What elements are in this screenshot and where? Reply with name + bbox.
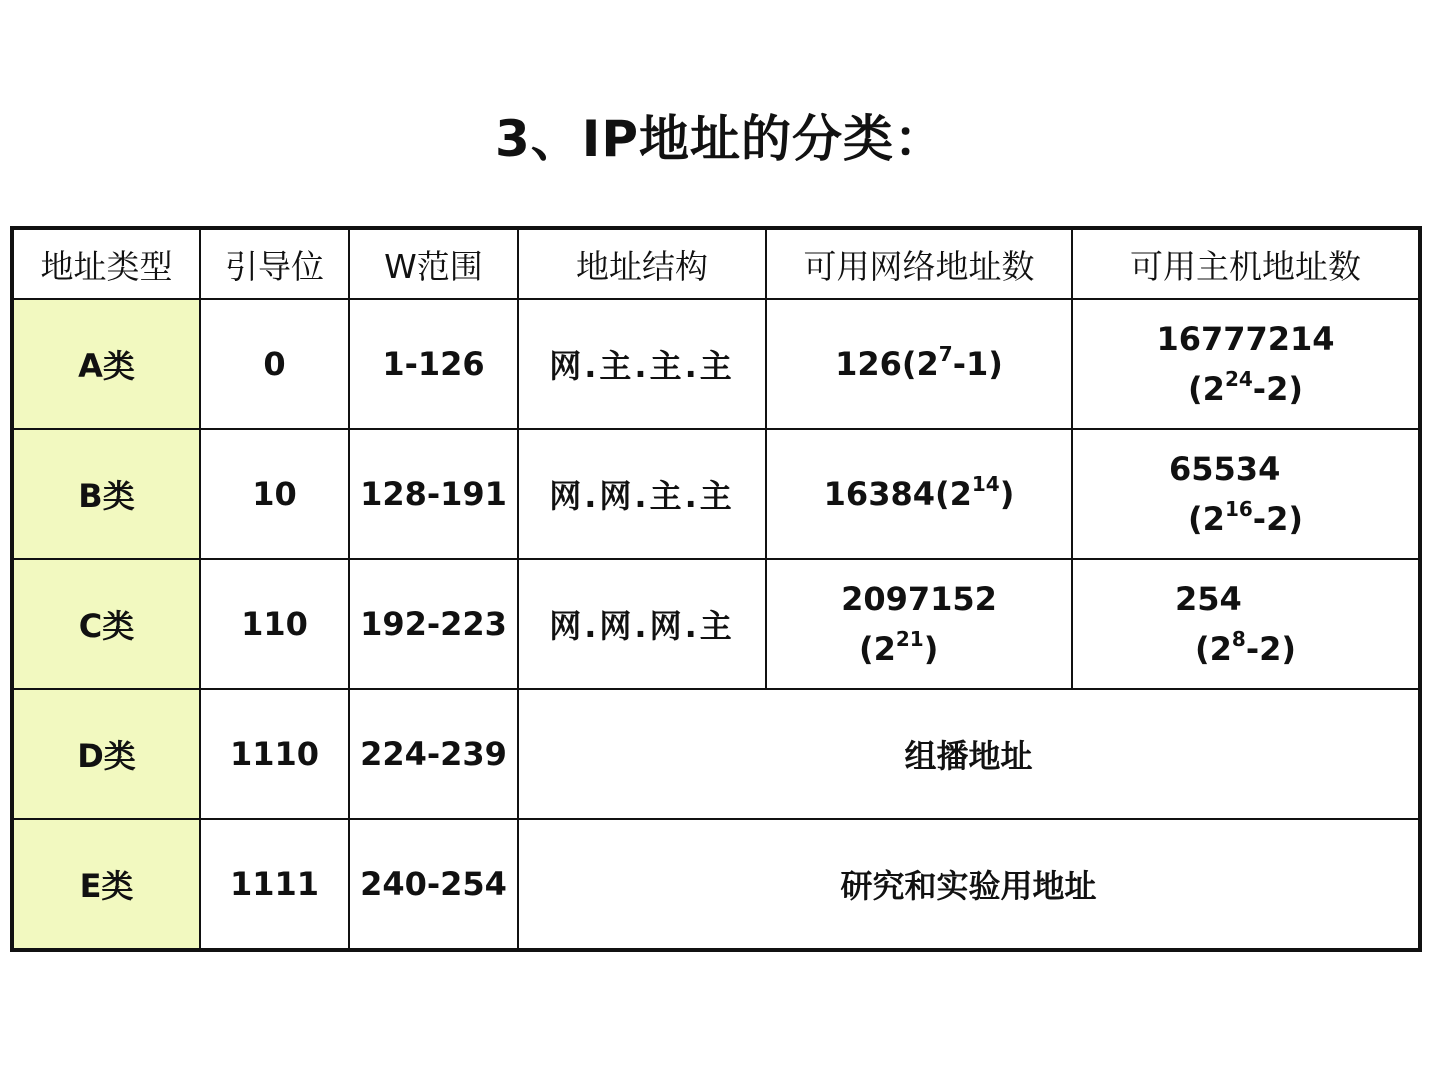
- host-count-formula: [1073, 494, 1418, 544]
- host-count-tail: -2): [1252, 500, 1303, 538]
- network-count-value: 2097152: [841, 580, 997, 618]
- address-structure: 网.主.主.主: [518, 299, 766, 429]
- leading-bits: 0: [200, 299, 349, 429]
- network-count-tail: -1): [952, 345, 1003, 383]
- network-count-value: 126: [835, 345, 902, 383]
- header-address-type: 地址类型: [12, 228, 200, 299]
- leading-bits: 1110: [200, 689, 349, 819]
- host-count: [1072, 559, 1420, 689]
- class-label: C类: [12, 559, 200, 689]
- w-range: 224-239: [349, 689, 518, 819]
- w-range: 240-254: [349, 819, 518, 950]
- network-count-base: (2: [859, 630, 896, 668]
- host-count-tail: -2): [1252, 370, 1303, 408]
- host-count-exponent: 8: [1231, 627, 1246, 652]
- address-usage: 组播地址: [518, 689, 1420, 819]
- host-count-value: 16777214: [1156, 320, 1335, 358]
- header-leading-bits: 引导位: [200, 228, 349, 299]
- class-label: A类: [12, 299, 200, 429]
- network-count: [766, 299, 1072, 429]
- ip-class-table: [10, 226, 1422, 952]
- w-range: 128-191: [349, 429, 518, 559]
- host-count: [1072, 429, 1420, 559]
- table-header-row: [12, 228, 1420, 299]
- header-w-range: W范围: [349, 228, 518, 299]
- host-count-exponent: 24: [1224, 367, 1253, 392]
- network-count-exponent: 14: [971, 472, 1000, 497]
- network-count-exponent: 7: [938, 342, 953, 367]
- network-count-base: (2: [901, 345, 939, 383]
- host-count-formula: [1073, 624, 1418, 674]
- table-row: [12, 299, 1420, 429]
- w-range: 192-223: [349, 559, 518, 689]
- table-row: [12, 689, 1420, 819]
- network-count-exponent: 21: [895, 627, 924, 652]
- host-count-value: 65534: [1169, 450, 1281, 488]
- network-count-value: 16384: [823, 475, 935, 513]
- host-count-base: (2: [1188, 500, 1225, 538]
- host-count-value: 254: [1175, 580, 1242, 618]
- leading-bits: 110: [200, 559, 349, 689]
- header-address-structure: 地址结构: [518, 228, 766, 299]
- address-structure: 网.网.网.主: [518, 559, 766, 689]
- host-count: [1072, 299, 1420, 429]
- table-row: [12, 559, 1420, 689]
- table-row: [12, 429, 1420, 559]
- class-label: D类: [12, 689, 200, 819]
- host-count-tail: -2): [1245, 630, 1296, 668]
- address-structure: 网.网.主.主: [518, 429, 766, 559]
- network-count-tail: ): [999, 475, 1015, 513]
- header-network-count: 可用网络地址数: [766, 228, 1072, 299]
- host-count-base: (2: [1195, 630, 1232, 668]
- network-count: [766, 429, 1072, 559]
- host-count-base: (2: [1188, 370, 1225, 408]
- host-count-exponent: 16: [1224, 497, 1253, 522]
- network-count: [766, 559, 1072, 689]
- network-count-tail: ): [923, 630, 939, 668]
- leading-bits: 1111: [200, 819, 349, 950]
- page-title: 3、IP地址的分类：: [494, 110, 946, 168]
- class-label: E类: [12, 819, 200, 950]
- network-count-formula: [767, 624, 1071, 674]
- table-row: [12, 819, 1420, 950]
- class-label: B类: [12, 429, 200, 559]
- w-range: 1-126: [349, 299, 518, 429]
- header-host-count: 可用主机地址数: [1072, 228, 1420, 299]
- host-count-formula: [1073, 364, 1418, 414]
- network-count-base: (2: [934, 475, 972, 513]
- leading-bits: 10: [200, 429, 349, 559]
- address-usage: 研究和实验用地址: [518, 819, 1420, 950]
